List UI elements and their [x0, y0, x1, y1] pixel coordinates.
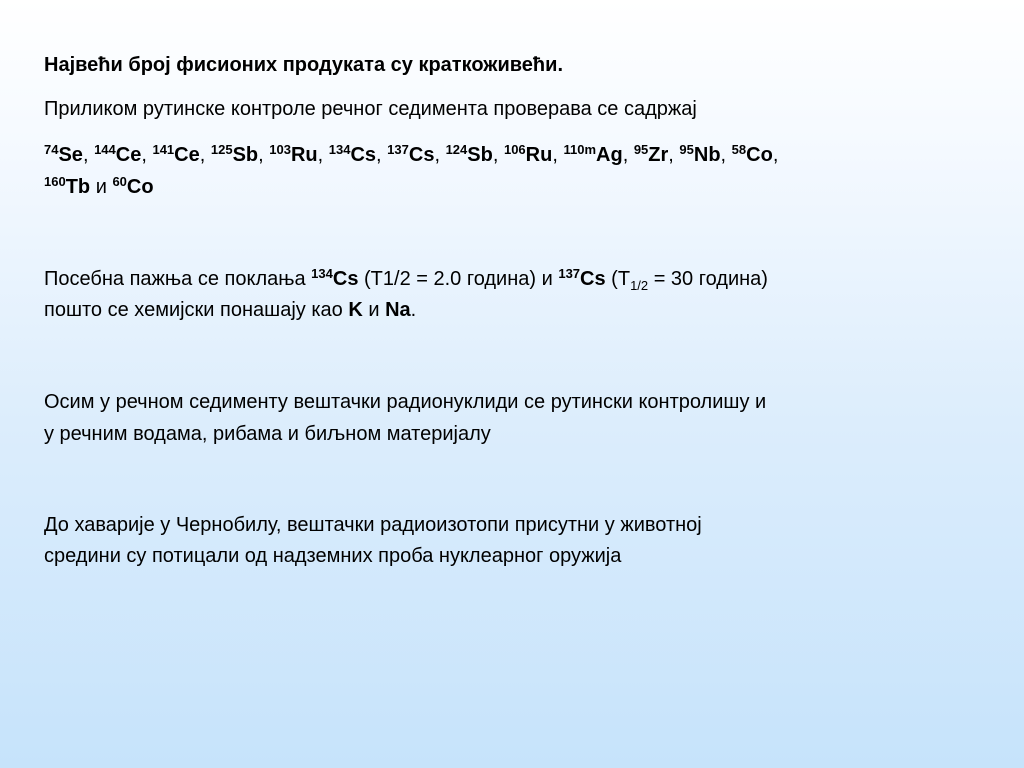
isotope-item: $^{110m}$Ag, [563, 142, 634, 166]
isotope-item: $^{95}$Nb, [679, 142, 732, 166]
isotope-item: $^{74}$Se, [44, 142, 95, 166]
element-k: K [348, 299, 363, 321]
other-media-line-1: Осим у речном седименту вештачки радионуклиди се рутински контролишу и [44, 391, 767, 413]
isotope-item: $^{125}$Sb, [210, 142, 270, 166]
isotope-item: $^{60}$Co [112, 174, 154, 198]
isotope-item: $^{141}$Ce, [152, 142, 211, 166]
other-media-line-2: у речним водама, рибама и биљном материјалу [44, 423, 491, 445]
isotope-item: $^{95}$Zr, [633, 142, 680, 166]
heading: Највећи број фисионих продуката су краткоживећи. [44, 54, 563, 76]
isotope-item: $^{134}$Cs, [328, 142, 388, 166]
isotope-item: $^{124}$Sb, [445, 142, 504, 166]
special-attention-line-2: пошто се хемијски понашају као K и Na. [44, 299, 417, 321]
chernobyl-line-1: До хаварије у Чернобилу, вештачки радиоизотопи присутни у животној [44, 514, 702, 536]
intro-text: Приликом рутинске контроле речног седимента проверава се садржај [44, 98, 697, 120]
isotope-item: $^{58}$Co, [731, 142, 779, 166]
isotope-list [44, 140, 994, 204]
isotope-item: $^{106}$Ru, [503, 142, 564, 166]
isotope-item: $^{103}$Ru, [269, 142, 329, 166]
special-attention-line-1: Посебна пажња се поклања $^{134}$Cs (T1/2 = 2.0 година) и $^{137}$Cs ($T_{1/2} = 30$ година) [44, 266, 768, 293]
element-na: Na [385, 299, 411, 321]
chernobyl-line-2: средини су потицали од надземних проба нуклеарног оружија [44, 545, 622, 567]
isotope-item: $^{160}$Tb и [44, 174, 113, 198]
isotope-item: $^{144}$Ce, [94, 142, 153, 166]
isotope-item: $^{137}$Cs, [387, 142, 446, 166]
